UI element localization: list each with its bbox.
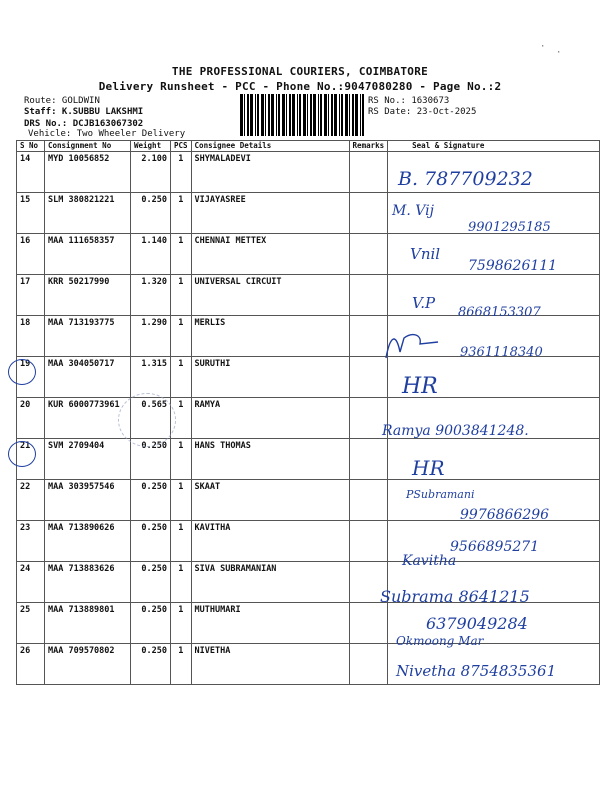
- cell-consignee: SIVA SUBRAMANIAN: [191, 562, 349, 603]
- cell-weight: 0.250: [131, 193, 171, 234]
- cell-pcs: 1: [171, 603, 192, 644]
- cell-weight: 0.250: [131, 562, 171, 603]
- staff-label: Staff: K.SUBBU LAKSHMI: [24, 107, 144, 117]
- cell-sno: 22: [17, 480, 45, 521]
- barcode-bar: [349, 94, 350, 136]
- rs-number: RS No.: 1630673: [368, 96, 450, 106]
- signature-row-15-phone: 9901295185: [468, 220, 551, 235]
- cell-remarks: [349, 275, 388, 316]
- col-header-weight: Weight: [131, 141, 171, 152]
- cell-sno: 24: [17, 562, 45, 603]
- drs-label: DRS No.: DCJB163067302: [24, 119, 144, 129]
- signature-row-16-phone: 7598626111: [468, 258, 558, 274]
- stray-mark: ·: [540, 42, 546, 52]
- col-header-sno: S No: [17, 141, 45, 152]
- barcode-bar: [247, 94, 249, 136]
- cell-weight: 1.290: [131, 316, 171, 357]
- barcode-bar: [255, 94, 256, 136]
- cell-weight: 0.250: [131, 439, 171, 480]
- cell-sno: 19: [17, 357, 45, 398]
- cell-consignment-no: MAA 713883626: [45, 562, 131, 603]
- cell-consignee: HANS THOMAS: [191, 439, 349, 480]
- signature-row-14: B. 787709232: [398, 168, 533, 190]
- cell-pcs: 1: [171, 439, 192, 480]
- cell-consignee: UNIVERSAL CIRCUIT: [191, 275, 349, 316]
- cell-consignee: NIVETHA: [191, 644, 349, 685]
- col-header-consignee: Consignee Details: [191, 141, 349, 152]
- cell-remarks: [349, 480, 388, 521]
- barcode-bar: [292, 94, 295, 136]
- signature-row-24: Subrama 8641215: [380, 587, 530, 606]
- table-row: [17, 439, 600, 480]
- signature-row-22-name: PSubramani: [406, 488, 475, 501]
- cell-consignee: MERLIS: [191, 316, 349, 357]
- barcode-bar: [362, 94, 364, 136]
- cell-remarks: [349, 234, 388, 275]
- cell-weight: 0.250: [131, 521, 171, 562]
- cell-consignment-no: KRR 50217990: [45, 275, 131, 316]
- cell-consignment-no: MAA 713889801: [45, 603, 131, 644]
- barcode-bar: [303, 94, 306, 136]
- cell-pcs: 1: [171, 357, 192, 398]
- barcode-bar: [331, 94, 333, 136]
- barcode-bar: [271, 94, 274, 136]
- cell-consignee: KAVITHA: [191, 521, 349, 562]
- table-header-row: [17, 141, 600, 152]
- cell-consignment-no: KUR 6000773961: [45, 398, 131, 439]
- cell-consignee: CHENNAI METTEX: [191, 234, 349, 275]
- barcode-bar: [261, 94, 264, 136]
- cell-weight: 0.250: [131, 603, 171, 644]
- col-header-signature: Seal & Signature: [388, 141, 600, 152]
- cell-consignment-no: MAA 304050717: [45, 357, 131, 398]
- cell-consignment-no: MAA 713890626: [45, 521, 131, 562]
- cell-sno: 23: [17, 521, 45, 562]
- table-row: [17, 357, 600, 398]
- cell-pcs: 1: [171, 521, 192, 562]
- cell-weight: 1.315: [131, 357, 171, 398]
- cell-sno: 26: [17, 644, 45, 685]
- cell-weight: 1.140: [131, 234, 171, 275]
- cell-remarks: [349, 439, 388, 480]
- barcode-bar: [310, 94, 312, 136]
- barcode-bar: [328, 94, 329, 136]
- route-label: Route: GOLDWIN: [24, 96, 100, 106]
- barcode-bar: [345, 94, 348, 136]
- cell-consignment-no: MAA 303957546: [45, 480, 131, 521]
- cell-consignment-no: MAA 111658357: [45, 234, 131, 275]
- barcode-bar: [244, 94, 245, 136]
- vehicle-label: Vehicle: Two Wheeler Delivery: [28, 129, 186, 139]
- signature-row-22-phone: 9976866296: [460, 507, 550, 523]
- barcode-bar: [320, 94, 322, 136]
- cell-sno: 15: [17, 193, 45, 234]
- cell-pcs: 1: [171, 398, 192, 439]
- barcode-bar: [299, 94, 301, 136]
- cell-consignment-no: MAA 709570802: [45, 644, 131, 685]
- cell-remarks: [349, 152, 388, 193]
- circled-mark-row-19: [8, 359, 36, 385]
- barcode-bar: [268, 94, 270, 136]
- barcode-image: [238, 94, 366, 136]
- cell-consignee: SURUTHI: [191, 357, 349, 398]
- signature-row-18-phone: 9361118340: [460, 345, 543, 360]
- signature-row-19: HR: [402, 374, 438, 399]
- faint-stamp: [118, 393, 176, 447]
- rs-date: RS Date: 23-Oct-2025: [368, 107, 477, 117]
- cell-sno: 14: [17, 152, 45, 193]
- runsheet-subtitle: Delivery Runsheet - PCC - Phone No.:9047080280 - Page No.:2: [98, 80, 502, 93]
- barcode-bar: [360, 94, 361, 136]
- barcode-bar: [352, 94, 354, 136]
- cell-pcs: 1: [171, 152, 192, 193]
- barcode-bar: [276, 94, 277, 136]
- barcode-bar: [334, 94, 337, 136]
- cell-weight: 0.250: [131, 644, 171, 685]
- signature-row-21: HR: [412, 456, 445, 480]
- cell-remarks: [349, 603, 388, 644]
- cell-consignment-no: MYD 10056852: [45, 152, 131, 193]
- barcode-bar: [286, 94, 287, 136]
- cell-remarks: [349, 193, 388, 234]
- barcode-bar: [324, 94, 327, 136]
- barcode-bar: [240, 94, 243, 136]
- cell-sno: 17: [17, 275, 45, 316]
- company-name: THE PROFESSIONAL COURIERS, COIMBATORE: [171, 65, 429, 78]
- cell-pcs: 1: [171, 275, 192, 316]
- signature-row-20: Ramya 9003841248.: [382, 423, 529, 439]
- cell-consignment-no: SVM 2709404: [45, 439, 131, 480]
- cell-remarks: [349, 521, 388, 562]
- signature-row-26: Nivetha 8754835361: [396, 662, 557, 680]
- barcode-bar: [318, 94, 319, 136]
- cell-sno: 25: [17, 603, 45, 644]
- cell-weight: 2.100: [131, 152, 171, 193]
- cell-consignee: RAMYA: [191, 398, 349, 439]
- cell-consignee: MUTHUMARI: [191, 603, 349, 644]
- cell-pcs: 1: [171, 644, 192, 685]
- cell-sno: 16: [17, 234, 45, 275]
- barcode-bar: [339, 94, 340, 136]
- cell-sno: 18: [17, 316, 45, 357]
- barcode-bar: [341, 94, 343, 136]
- cell-pcs: 1: [171, 562, 192, 603]
- signature-row-23-phone: 9566895271: [450, 539, 540, 555]
- cell-consignee: SKAAT: [191, 480, 349, 521]
- signature-row-25-name: Okmoong Mar: [396, 634, 484, 648]
- col-header-pcs: PCS: [171, 141, 192, 152]
- cell-consignment-no: MAA 713193775: [45, 316, 131, 357]
- signature-row-16-name: Vnil: [410, 245, 441, 263]
- signature-row-18-scribble: [382, 330, 442, 364]
- cell-weight: 0.565: [131, 398, 171, 439]
- cell-consignee: SHYMALADEVI: [191, 152, 349, 193]
- circled-mark-row-21: [8, 441, 36, 467]
- barcode-bar: [307, 94, 308, 136]
- col-header-consignment: Consignment No: [45, 141, 131, 152]
- cell-pcs: 1: [171, 316, 192, 357]
- barcode-bar: [355, 94, 358, 136]
- cell-pcs: 1: [171, 234, 192, 275]
- barcode-bar: [313, 94, 316, 136]
- barcode-bar: [282, 94, 285, 136]
- cell-weight: 1.320: [131, 275, 171, 316]
- col-header-remarks: Remarks: [349, 141, 388, 152]
- cell-pcs: 1: [171, 480, 192, 521]
- signature-row-23-name: Kavitha: [402, 553, 457, 569]
- stray-mark: ·: [556, 48, 562, 58]
- signature-row-15-name: M. Vij: [392, 203, 434, 219]
- barcode-bar: [265, 94, 266, 136]
- barcode-bar: [257, 94, 259, 136]
- barcode-bar: [278, 94, 280, 136]
- cell-consignment-no: SLM 380821221: [45, 193, 131, 234]
- signature-row-17-name: V.P: [412, 294, 436, 312]
- signature-row-25-phone: 6379049284: [426, 614, 528, 633]
- cell-sno: 21: [17, 439, 45, 480]
- cell-remarks: [349, 644, 388, 685]
- cell-consignee: VIJAYASREE: [191, 193, 349, 234]
- cell-pcs: 1: [171, 193, 192, 234]
- barcode-bar: [297, 94, 298, 136]
- cell-sno: 20: [17, 398, 45, 439]
- barcode-bar: [250, 94, 253, 136]
- cell-weight: 0.250: [131, 480, 171, 521]
- barcode-bar: [289, 94, 291, 136]
- signature-row-17-phone: 8668153307: [458, 305, 541, 320]
